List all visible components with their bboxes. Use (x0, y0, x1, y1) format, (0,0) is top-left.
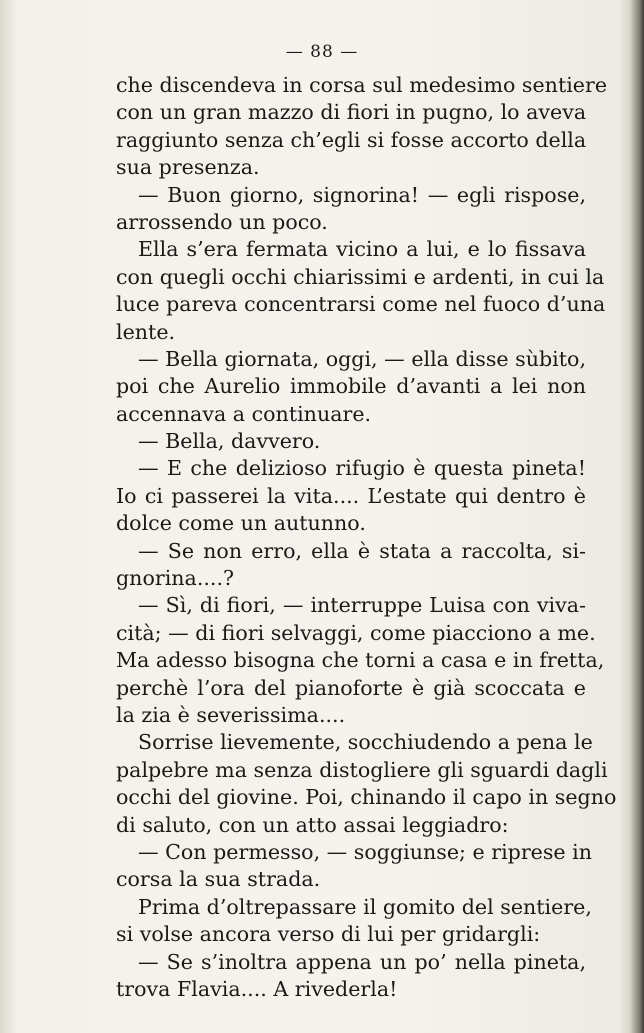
text-line: Prima d’oltrepassare il gomito del sentiere, (138, 894, 592, 919)
body-text (116, 72, 617, 1003)
text-line: — Buon giorno, signorina! — egli rispose, (138, 182, 586, 207)
text-line: — Bella giornata, oggi, — ella disse sùbito, (138, 346, 586, 371)
text-line: corsa la sua strada. (116, 867, 321, 892)
text-line: — Se s’inoltra appena un po’ nella pineta, (138, 949, 586, 974)
text-line: di saluto, con un atto assai leggiadro: (116, 812, 509, 837)
page-edge-shadow (630, 0, 644, 1033)
text-line: si volse ancora verso di lui per gridargli: (116, 922, 541, 947)
text-line: che discendeva in corsa sul medesimo sentiere (116, 73, 608, 97)
text-line: perchè l’ora del pianoforte è già scoccata e (116, 675, 586, 700)
text-line: occhi del giovine. Poi, chinando il capo in segno (116, 785, 617, 810)
text-line: Io ci passerei la vita.... L’estate qui dentro è (116, 483, 586, 508)
text-line: cità; — di fiori selvaggi, come piacciono a me. (116, 620, 596, 645)
text-line: Sorrise lievemente, socchiudendo a pena le (138, 730, 593, 755)
text-line: — Se non erro, ella è stata a raccolta, si- (138, 538, 586, 563)
text-line: con un gran mazzo di fiori in pugno, lo aveva (116, 100, 587, 125)
text-line: Ella s’era fermata vicino a lui, e lo fissava (138, 237, 586, 262)
text-line: accennava a continuare. (116, 401, 372, 426)
text-line: trova Flavia.... A rivederla! (116, 976, 398, 1001)
text-line: la zia è severissima.... (116, 702, 346, 727)
text-line: con quegli occhi chiarissimi e ardenti, in cui la (116, 264, 605, 289)
text-line: gnorina....? (116, 566, 235, 591)
text-line: luce pareva concentrarsi come nel fuoco d’una (116, 292, 606, 317)
text-line: — E che delizioso rifugio è questa pineta! (138, 456, 586, 481)
text-line: arrossendo un poco. (116, 209, 328, 234)
page-number: — 88 — (285, 42, 359, 62)
text-line: sua presenza. (116, 155, 260, 180)
text-line: poi che Aurelio immobile d’avanti a lei non (116, 374, 586, 399)
text-line: — Bella, davvero. (138, 429, 321, 454)
text-line: palpebre ma senza distogliere gli sguardi dagli (116, 757, 608, 782)
text-line: — Sì, di fiori, — interruppe Luisa con viva- (138, 593, 586, 618)
text-line: Ma adesso bisogna che torni a casa e in fretta, (116, 648, 605, 673)
text-line: — Con permesso, — soggiunse; e riprese in (138, 839, 593, 864)
text-line: raggiunto senza ch’egli si fosse accorto della (116, 127, 587, 152)
text-line: dolce come un autunno. (116, 511, 366, 536)
text-line: lente. (116, 319, 176, 344)
